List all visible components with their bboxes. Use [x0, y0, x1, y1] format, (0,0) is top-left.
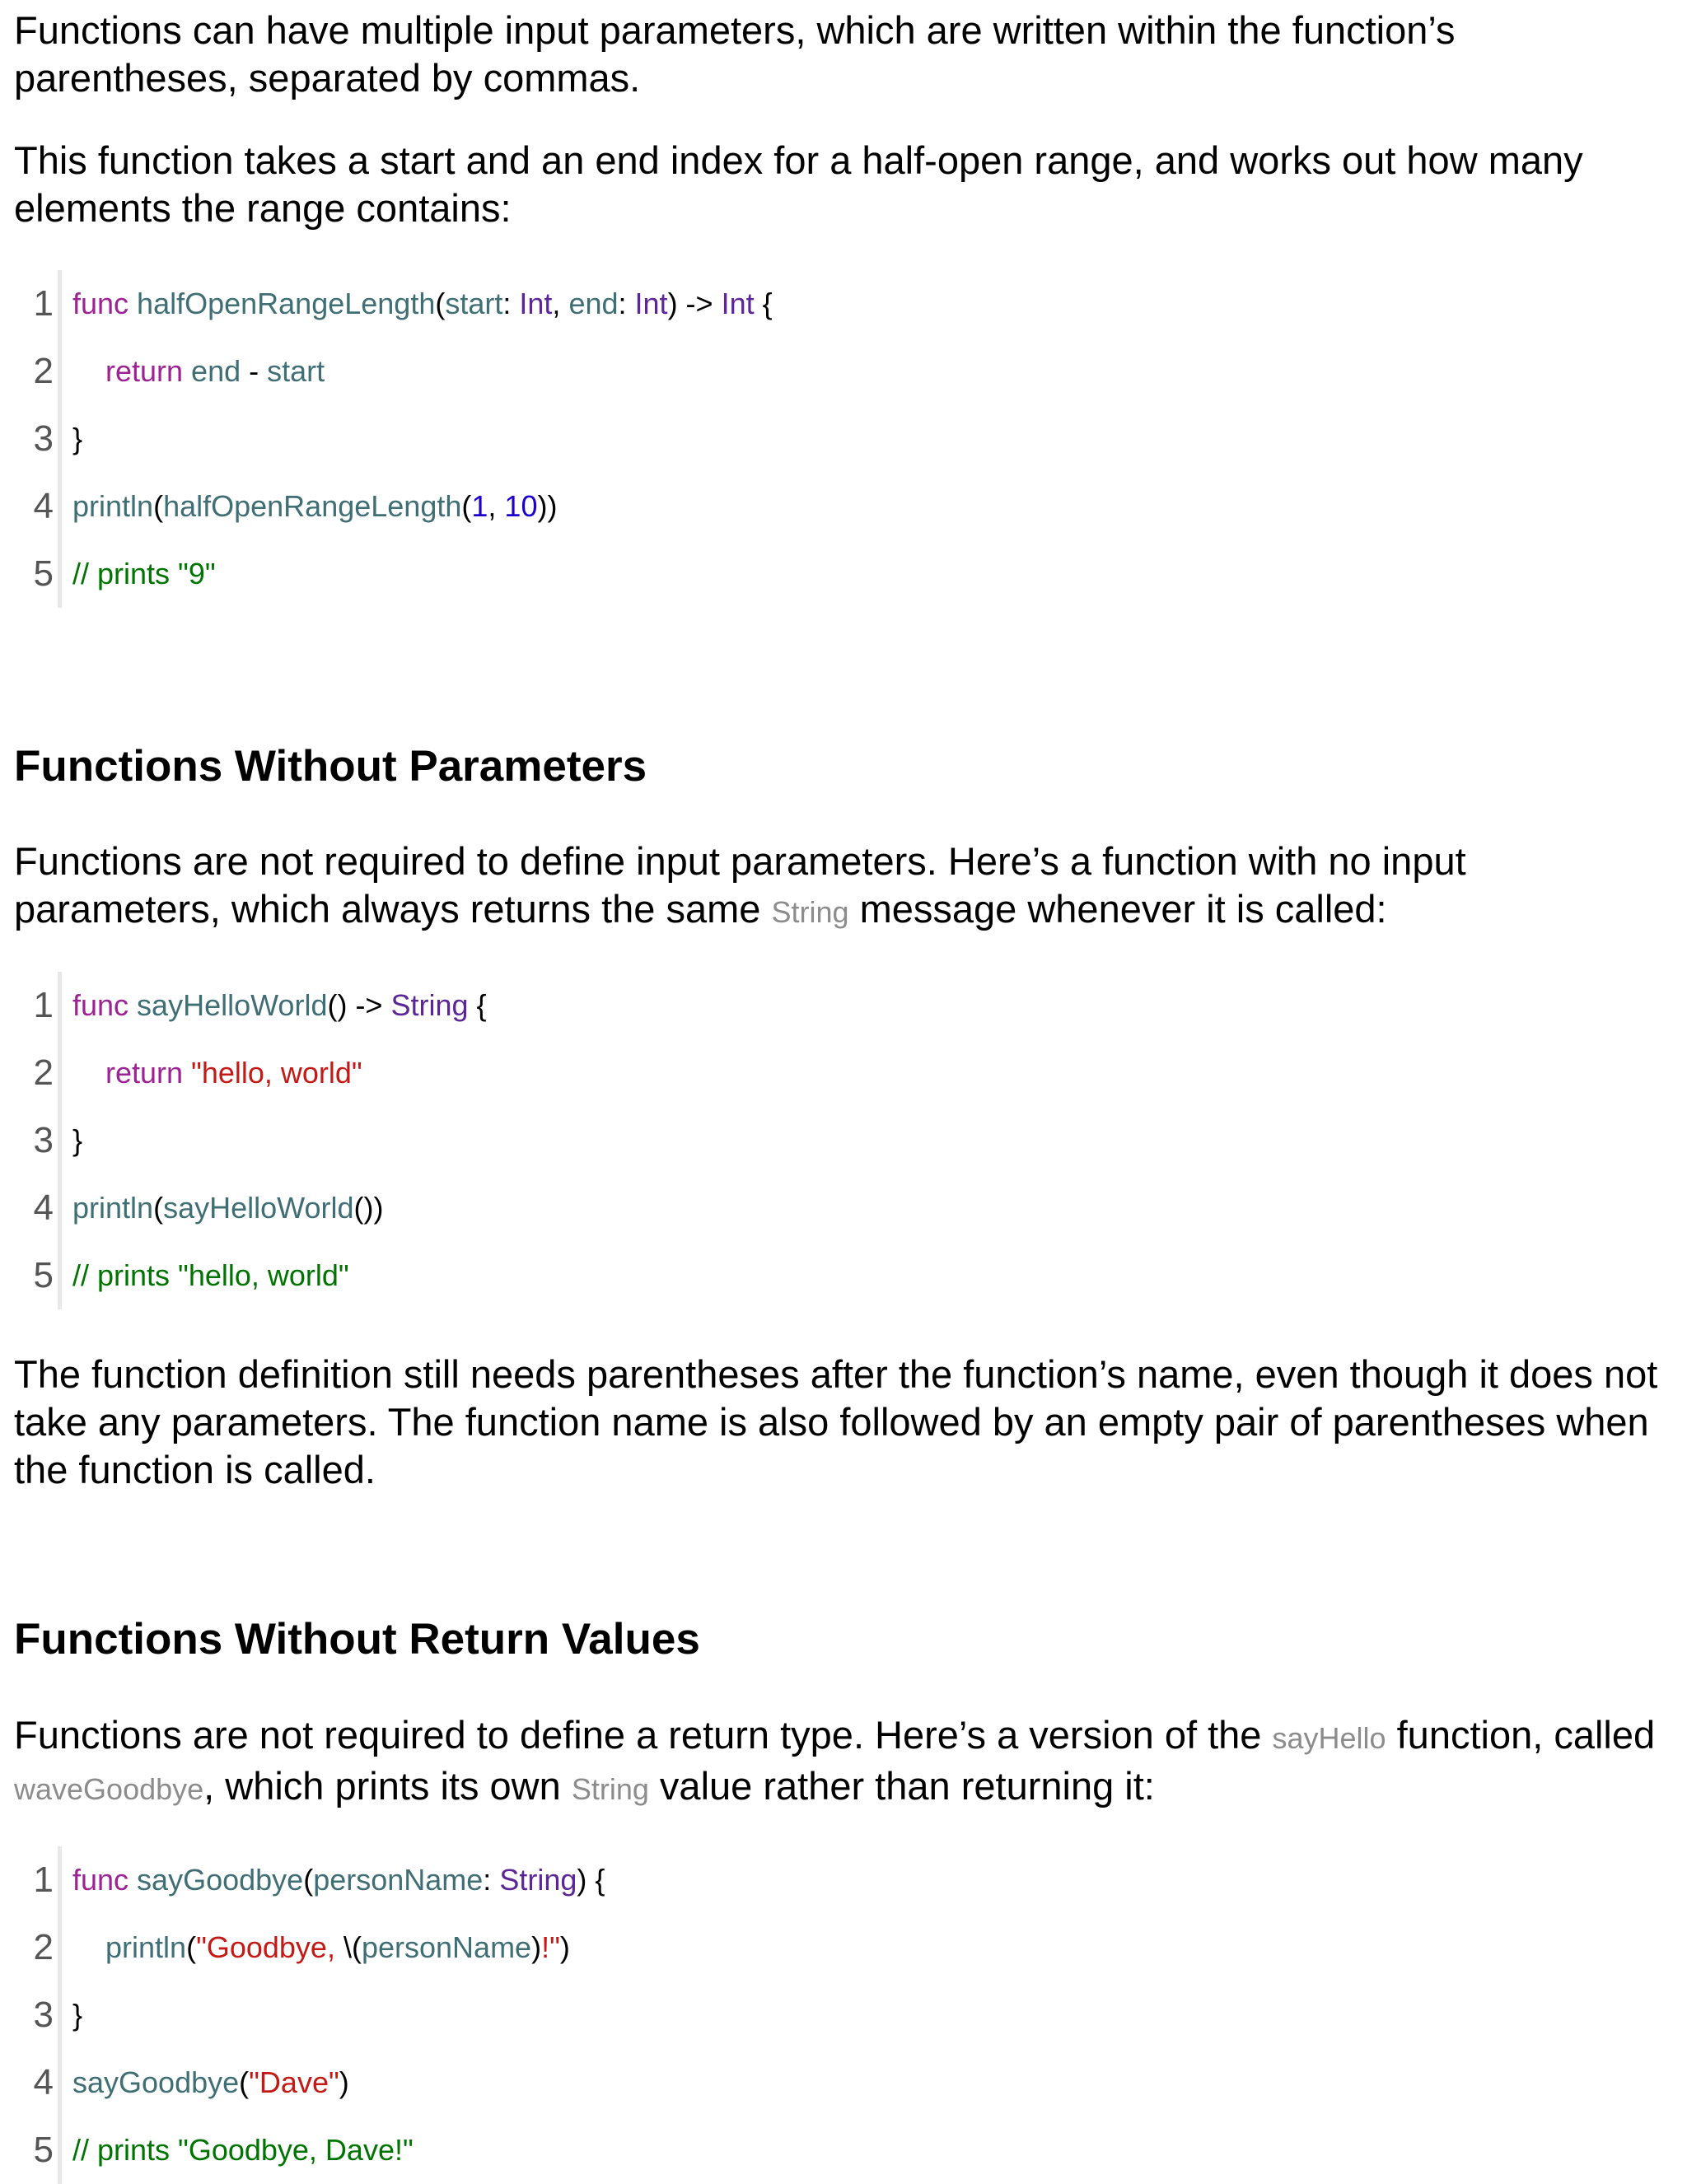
gutter-divider	[58, 1981, 62, 2049]
gutter-divider	[58, 1039, 62, 1107]
intro-paragraph-2: This function takes a start and an end index for a half-open range, and works out how many elements the range contains:	[14, 138, 1583, 230]
keyword-token: return	[105, 1056, 184, 1090]
type-token: Int	[634, 287, 668, 320]
punctuation-token: ))	[537, 489, 558, 523]
inline-code: String	[571, 1772, 649, 1806]
punctuation-token: )	[531, 1930, 542, 1964]
gutter-divider	[58, 1174, 62, 1242]
inline-code: sayHello	[1272, 1721, 1386, 1755]
line-number: 2	[33, 1052, 54, 1093]
code-line	[14, 540, 1670, 608]
line-number: 3	[33, 1120, 54, 1160]
punctuation-token: () ->	[327, 988, 391, 1022]
punctuation-token: :	[618, 287, 635, 320]
line-number: 5	[33, 2130, 54, 2170]
punctuation-token: ) {	[577, 1863, 605, 1897]
section-2-paragraph-1	[14, 1711, 1670, 1813]
identifier-token: personName	[313, 1863, 484, 1897]
code-line	[14, 405, 1670, 473]
punctuation-token: ,	[552, 287, 569, 320]
keyword-token: func	[72, 1863, 129, 1897]
gutter-divider	[58, 2049, 62, 2116]
code-line	[14, 1107, 1670, 1174]
line-number: 3	[33, 1995, 54, 2035]
code-line	[14, 1914, 1670, 1981]
code-line	[14, 1039, 1670, 1107]
punctuation-token: (	[239, 2065, 250, 2099]
paragraph-text: , which prints its own	[203, 1764, 572, 1808]
string-token: !"	[541, 1930, 560, 1964]
code-line	[14, 270, 1670, 338]
punctuation-token: }	[72, 422, 83, 455]
keyword-token: return	[105, 354, 184, 388]
intro-paragraph-1: Functions can have multiple input parameters, which are written within the function’s parentheses, separated by commas.	[14, 8, 1456, 100]
paragraph-text: value rather than returning it:	[648, 1764, 1155, 1808]
inline-code: String	[771, 895, 849, 929]
identifier-token: sayGoodbye	[129, 1863, 304, 1897]
punctuation-token: :	[483, 1863, 500, 1897]
type-token: Int	[721, 287, 755, 320]
gutter-divider	[58, 1914, 62, 1981]
number-token: 10	[504, 489, 538, 523]
line-number: 4	[33, 486, 54, 526]
identifier-token: sayHelloWorld	[129, 988, 328, 1022]
paragraph-text: Functions are not required to define input parameters. Here’s a function with no input parameters, which always returns the same	[14, 839, 1466, 931]
code-line	[14, 1846, 1670, 1914]
punctuation-token: ())	[353, 1191, 384, 1225]
code-text	[72, 1242, 349, 1309]
number-token: 1	[471, 489, 488, 523]
code-line	[14, 338, 1670, 405]
identifier-token: println	[72, 1191, 154, 1225]
punctuation-token: (	[435, 287, 446, 320]
string-token: "Goodbye,	[196, 1930, 343, 1964]
code-text	[72, 270, 773, 338]
code-text	[72, 405, 82, 473]
inline-code: waveGoodbye	[14, 1772, 204, 1806]
comment-token: // prints "9"	[72, 557, 216, 590]
line-number: 4	[33, 1188, 54, 1228]
identifier-token: halfOpenRangeLength	[163, 489, 462, 523]
identifier-token: sayGoodbye	[72, 2065, 240, 2099]
section-1-paragraph-2: The function definition still needs parentheses after the function’s name, even though it does not take any parameters. The function name is also followed by an empty pair of parentheses when the function is called.	[14, 1352, 1658, 1491]
keyword-token: func	[72, 287, 129, 320]
identifier-token: start	[445, 287, 503, 320]
section-1-paragraph-1	[14, 838, 1670, 936]
punctuation-token: (	[153, 1191, 164, 1225]
code-text	[72, 2049, 349, 2116]
identifier-token: println	[105, 1930, 187, 1964]
gutter-divider	[58, 473, 62, 540]
code-text	[72, 1914, 570, 1981]
identifier-token: sayHelloWorld	[163, 1191, 354, 1225]
gutter-divider	[58, 1107, 62, 1174]
gutter-divider	[58, 1242, 62, 1309]
gutter-divider	[58, 270, 62, 338]
identifier-token: halfOpenRangeLength	[129, 287, 436, 320]
identifier-token: start	[267, 354, 325, 388]
code-text	[72, 540, 216, 608]
identifier-token: end	[183, 354, 241, 388]
code-text	[72, 2116, 414, 2184]
line-number: 5	[33, 553, 54, 594]
paragraph-text: message whenever it is called:	[848, 887, 1387, 931]
paragraph-text: Functions are not required to define a return type. Here’s a version of the	[14, 1713, 1273, 1757]
punctuation-token: (	[461, 489, 472, 523]
identifier-token: end	[568, 287, 619, 320]
line-number: 1	[33, 985, 54, 1025]
punctuation-token: :	[502, 287, 520, 320]
punctuation-token: )	[559, 1930, 570, 1964]
code-line	[14, 473, 1670, 540]
comment-token: // prints "Goodbye, Dave!"	[72, 2133, 414, 2167]
code-line	[14, 2116, 1670, 2184]
code-line	[14, 2049, 1670, 2116]
keyword-token: func	[72, 988, 129, 1022]
gutter-divider	[58, 338, 62, 405]
line-number: 2	[33, 1927, 54, 1967]
type-token: String	[499, 1863, 577, 1897]
gutter-divider	[58, 2116, 62, 2184]
line-number: 3	[33, 418, 54, 459]
punctuation-token: (	[153, 489, 164, 523]
punctuation-token: )	[339, 2065, 349, 2099]
punctuation-token: \(	[343, 1930, 362, 1964]
line-number: 4	[33, 2062, 54, 2102]
punctuation-token: (	[186, 1930, 197, 1964]
gutter-divider	[58, 540, 62, 608]
code-text	[72, 473, 557, 540]
punctuation-token: }	[72, 1123, 83, 1157]
code-text	[72, 972, 487, 1039]
code-line	[14, 1174, 1670, 1242]
code-text	[72, 338, 325, 405]
section-heading-without-return-values: Functions Without Return Values	[14, 1615, 700, 1664]
punctuation-token: {	[468, 988, 487, 1022]
line-number: 1	[33, 1860, 54, 1900]
code-text	[72, 1846, 605, 1914]
punctuation-token: (	[303, 1863, 314, 1897]
code-text	[72, 1981, 82, 2049]
gutter-divider	[58, 1846, 62, 1914]
identifier-token: personName	[361, 1930, 532, 1964]
code-text	[72, 1174, 383, 1242]
line-number: 1	[33, 283, 54, 324]
paragraph-text: function, called	[1386, 1713, 1656, 1757]
code-line	[14, 972, 1670, 1039]
gutter-divider	[58, 972, 62, 1039]
identifier-token: println	[72, 489, 154, 523]
string-token: "Dave"	[249, 2065, 339, 2099]
type-token: Int	[519, 287, 553, 320]
line-number: 5	[33, 1255, 54, 1295]
gutter-divider	[58, 405, 62, 473]
punctuation-token: ,	[488, 489, 505, 523]
punctuation-token: }	[72, 1998, 83, 2032]
code-text	[72, 1107, 82, 1174]
code-text	[72, 1039, 362, 1107]
section-heading-without-parameters: Functions Without Parameters	[14, 742, 647, 791]
code-line	[14, 1242, 1670, 1309]
punctuation-token: -	[241, 354, 268, 388]
line-number: 2	[33, 351, 54, 391]
punctuation-token: {	[754, 287, 773, 320]
code-line	[14, 1981, 1670, 2049]
string-token: "hello, world"	[183, 1056, 362, 1090]
punctuation-token: ) ->	[667, 287, 722, 320]
comment-token: // prints "hello, world"	[72, 1258, 349, 1292]
type-token: String	[390, 988, 469, 1022]
